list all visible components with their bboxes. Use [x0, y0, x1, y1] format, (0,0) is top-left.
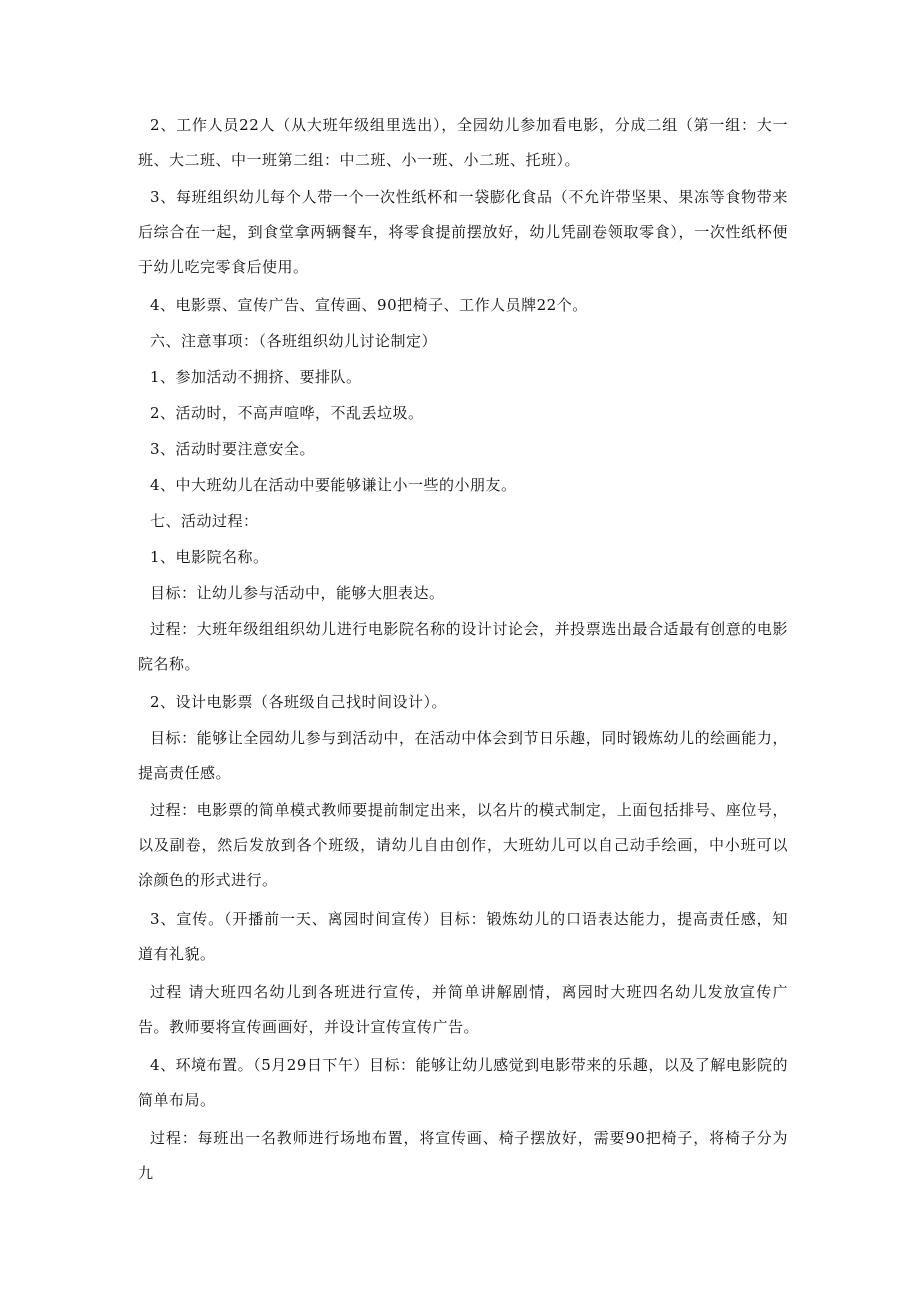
paragraph-step-2: 2、设计电影票（各班级自己找时间设计）。 — [150, 693, 448, 711]
paragraph-step-4-process: 过程：每班出一名教师进行场地布置，将宣传画、椅子摆放好，需要90把椅子，将椅子分为九 — [138, 1129, 788, 1182]
paragraph-materials: 4、电影票、宣传广告、宣传画、90把椅子、工作人员牌22个。 — [150, 296, 588, 314]
paragraph-step-2-goal: 目标：能够让全园幼儿参与到活动中，在活动中体会到节日乐趣，同时锻炼幼儿的绘画能力，提高责任感。 — [138, 729, 788, 782]
section-heading-process: 七、活动过程： — [150, 512, 259, 530]
paragraph-note-4: 4、中大班幼儿在活动中要能够谦让小一些的小朋友。 — [150, 476, 517, 494]
section-heading-notes: 六、注意事项：（各班组织幼儿讨论制定） — [150, 332, 438, 350]
paragraph-step-1: 1、电影院名称。 — [150, 548, 269, 566]
paragraph-step-1-process: 过程：大班年级组组织幼儿进行电影院名称的设计讨论会，并投票选出最合适最有创意的电影院名称。 — [138, 620, 788, 673]
paragraph-step-1-goal: 目标：让幼儿参与活动中，能够大胆表达。 — [150, 584, 445, 602]
paragraph-step-4: 4、环境布置。（5月29日下午）目标：能够让幼儿感觉到电影带来的乐趣，以及了解电影院的简单布局。 — [138, 1056, 788, 1109]
paragraph-step-3: 3、宣传。（开播前一天、离园时间宣传）目标：锻炼幼儿的口语表达能力，提高责任感，知道有礼貌。 — [138, 910, 788, 963]
paragraph-note-2: 2、活动时，不高声喧哗，不乱丢垃圾。 — [150, 404, 424, 422]
paragraph-snacks: 3、每班组织幼儿每个人带一个一次性纸杯和一袋膨化食品（不允许带坚果、果冻等食物带来后综合在一起，到食堂拿两辆餐车，将零食提前摆放好，幼儿凭副卷领取零食），一次性纸杯便于幼儿吃完零食后使用。 — [138, 188, 788, 276]
paragraph-note-3: 3、活动时要注意安全。 — [150, 440, 316, 458]
paragraph-step-3-process: 过程 请大班四名幼儿到各班进行宣传，并简单讲解剧情，离园时大班四名幼儿发放宣传广告。教师要将宣传画画好，并设计宣传宣传广告。 — [138, 983, 788, 1036]
paragraph-staff: 2、工作人员22人（从大班年级组里选出），全园幼儿参加看电影，分成二组（第一组：大一班、大二班、中一班第二组：中二班、小一班、小二班、托班）。 — [138, 116, 788, 169]
paragraph-step-2-process: 过程：电影票的简单模式教师要提前制定出来，以名片的模式制定，上面包括排号、座位号，以及副卷，然后发放到各个班级，请幼儿自由创作，大班幼儿可以自己动手绘画，中小班可以涂颜色的形式进行。 — [138, 801, 788, 889]
paragraph-note-1: 1、参加活动不拥挤、要排队。 — [150, 368, 362, 386]
